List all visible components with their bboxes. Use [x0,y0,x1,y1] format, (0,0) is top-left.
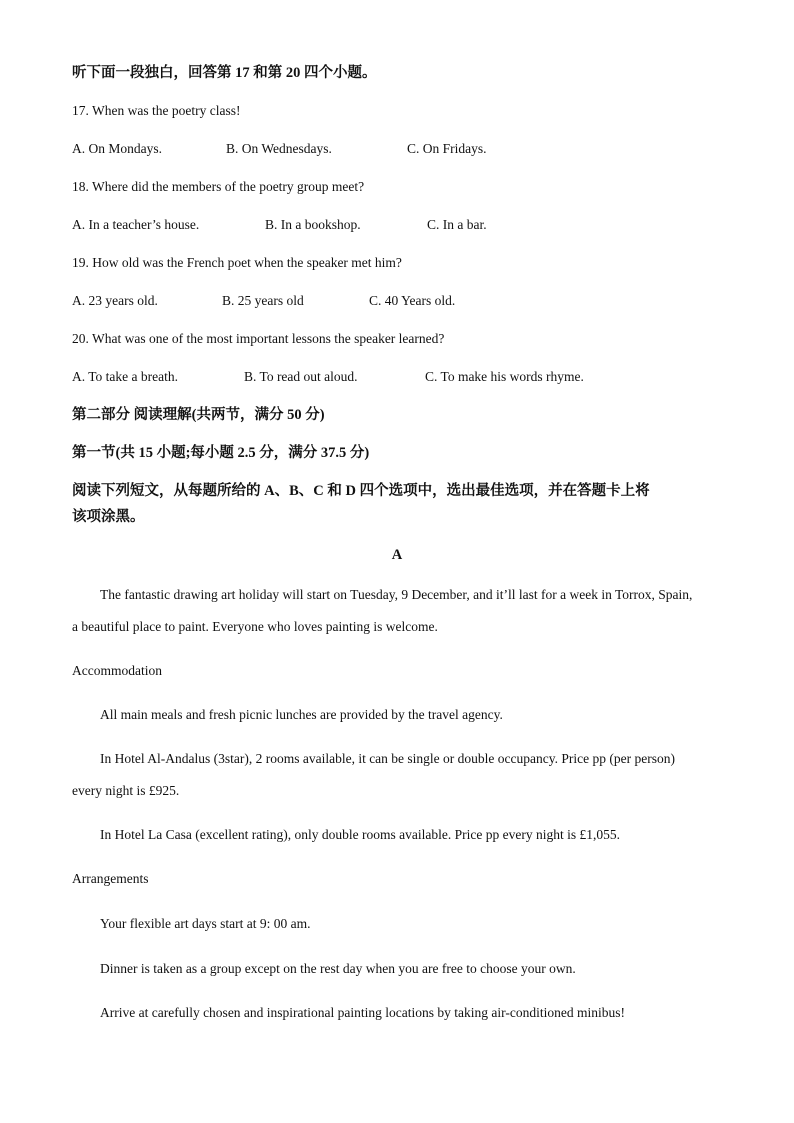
question-18-stem: 18. Where did the members of the poetry group meet? [72,179,365,194]
listening-instruction: 听下面一段独白，回答第 17 和第 20 四个小题。 [72,65,377,81]
question-18-option-a: A. In a teacher’s house. [72,217,200,232]
question-19-option-a: A. 23 years old. [72,293,158,308]
section1-heading: 第一节(共 15 小题;每小题 2.5 分，满分 37.5 分) [72,445,370,461]
question-19-stem: 19. How old was the French poet when the speaker met him? [72,255,402,270]
question-17-option-b: B. On Wednesdays. [226,141,332,156]
question-20-option-a: A. To take a breath. [72,369,179,384]
passage-intro-line2: a beautiful place to paint. Everyone who loves painting is welcome. [72,619,438,634]
arrangement-1: Your flexible art days start at 9: 00 am. [100,916,311,931]
meals-text: All main meals and fresh picnic lunches are provided by the travel agency. [100,707,503,722]
question-18-option-b: B. In a bookshop. [265,217,361,232]
question-20-option-b: B. To read out aloud. [244,369,358,384]
reading-instruction-line1: 阅读下列短文，从每题所给的 A、B、C 和 D 四个选项中，选出最佳选项，并在答题卡上将 [72,483,650,499]
hotel2-text: In Hotel La Casa (excellent rating), only double rooms available. Price pp every night is £1,055. [100,827,620,842]
question-17-option-c: C. On Fridays. [407,141,487,156]
arrangement-3: Arrive at carefully chosen and inspirational painting locations by taking air-conditioned minibus! [100,1005,625,1020]
hotel1-line1: In Hotel Al-Andalus (3star), 2 rooms available, it can be single or double occupancy. Price pp (per person) [100,751,675,766]
question-19-option-c: C. 40 Years old. [369,293,456,308]
question-20-stem: 20. What was one of the most important lessons the speaker learned? [72,331,445,346]
reading-instruction-line2: 该项涂黑。 [72,509,145,525]
hotel1-line2: every night is £925. [72,783,180,798]
question-18-option-c: C. In a bar. [427,217,487,232]
question-19-option-b: B. 25 years old [222,293,304,308]
passage-label: A [391,547,403,563]
question-20-option-c: C. To make his words rhyme. [425,369,584,384]
accommodation-heading: Accommodation [72,663,162,678]
question-17-option-a: A. On Mondays. [72,141,162,156]
arrangements-heading: Arrangements [72,871,149,886]
question-17-stem: 17. When was the poetry class! [72,103,241,118]
passage-intro-line1: The fantastic drawing art holiday will start on Tuesday, 9 December, and it’ll last for a week in Torrox, Spain, [100,587,693,602]
part2-heading: 第二部分 阅读理解(共两节，满分 50 分) [72,407,325,423]
arrangement-2: Dinner is taken as a group except on the rest day when you are free to choose your own. [100,961,576,976]
